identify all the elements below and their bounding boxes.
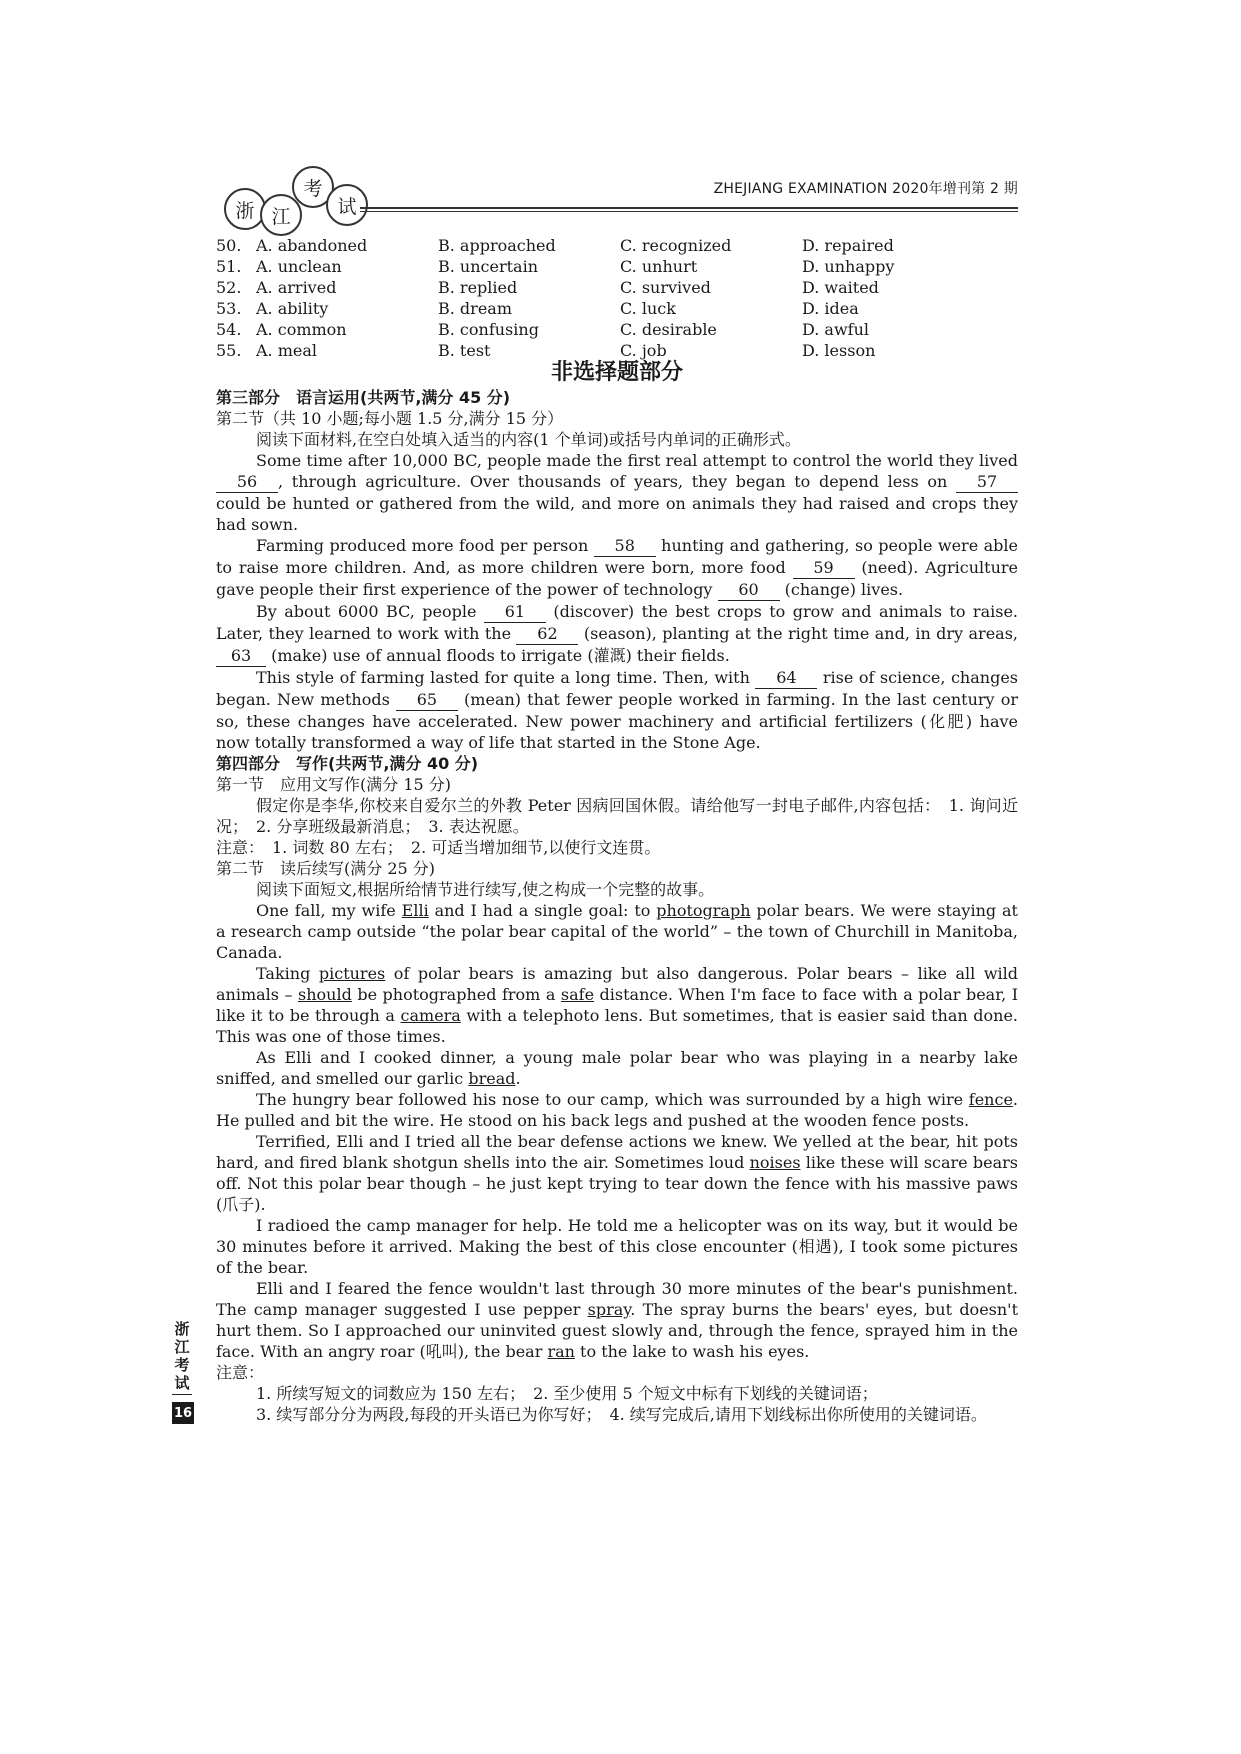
option-row bbox=[216, 340, 1018, 361]
keyword: spray bbox=[587, 1300, 631, 1319]
text-run: . The spray burns the bears' eyes, but doesn't hurt them. So I approached our uninvited guest slowly and, through the fence, sprayed him in the face. With an angry roar (吼叫), the bear bbox=[216, 1300, 1019, 1361]
text-run: distance. When I'm face to face with a polar bear, I like it to be through a bbox=[216, 985, 1019, 1025]
text-run: and I had a single goal: to bbox=[428, 901, 657, 920]
question-number: 50. bbox=[216, 236, 242, 255]
section2-instruction: 阅读下面短文,根据所给情节进行续写,使之构成一个完整的故事。 bbox=[256, 880, 715, 899]
text-run: rise of science, changes began. New methods bbox=[216, 668, 1018, 709]
option-c: C. recognized bbox=[620, 236, 732, 255]
keyword: camera bbox=[400, 1006, 461, 1025]
cloze-paragraph-3 bbox=[216, 601, 1018, 667]
side-journal-label: 浙江考试 bbox=[174, 1320, 190, 1392]
part4-heading: 第四部分 写作(共两节,满分 40 分) bbox=[216, 754, 479, 773]
blank-56: 56 bbox=[216, 471, 278, 493]
options-list bbox=[216, 235, 1018, 361]
option-c: C. job bbox=[620, 341, 667, 360]
keyword: should bbox=[298, 985, 352, 1004]
part4-section1-heading: 第一节 应用文写作(满分 15 分) bbox=[216, 775, 452, 794]
text-run: Farming produced more food per person bbox=[256, 536, 594, 555]
blank-61: 61 bbox=[484, 601, 546, 623]
text-run: Some time after 10,000 BC, people made the first real attempt to control the world they lived bbox=[256, 451, 1018, 470]
logo-char-4: 试 bbox=[326, 184, 368, 226]
page-header bbox=[0, 0, 1241, 230]
text-run: (mean) that fewer people worked in farming. In the last century or so, these changes have accelerated. New power machinery and artificial fertilizers (化肥) have now totally transformed a way of life that started in the Stone Age. bbox=[216, 690, 1018, 752]
blank-63: 63 bbox=[216, 645, 266, 667]
side-rule bbox=[172, 1394, 192, 1395]
logo-char-3: 考 bbox=[292, 166, 334, 208]
question-number: 53. bbox=[216, 299, 242, 318]
text-run: . bbox=[515, 1069, 521, 1088]
option-b: B. approached bbox=[438, 236, 556, 255]
option-b: B. replied bbox=[438, 278, 518, 297]
cloze-paragraph-4 bbox=[216, 667, 1018, 753]
keyword: bread bbox=[468, 1069, 516, 1088]
blank-65: 65 bbox=[396, 689, 458, 711]
option-row bbox=[216, 319, 1018, 340]
story-paragraph-3 bbox=[216, 1047, 1018, 1089]
option-d: D. waited bbox=[802, 278, 879, 297]
option-b: B. dream bbox=[438, 299, 512, 318]
option-b: B. confusing bbox=[438, 320, 539, 339]
cloze-paragraph-2 bbox=[216, 535, 1018, 601]
text-run: Taking bbox=[256, 964, 319, 983]
text-run: Elli and I feared the fence wouldn't last through 30 more minutes of the bear's punishment. The camp manager suggested I use pepper bbox=[216, 1279, 1018, 1319]
option-row bbox=[216, 235, 1018, 256]
option-d: D. idea bbox=[802, 299, 859, 318]
keyword: noises bbox=[749, 1153, 801, 1172]
option-row bbox=[216, 298, 1018, 319]
option-a: A. unclean bbox=[256, 257, 342, 276]
part3-heading: 第三部分 语言运用(共两节,满分 45 分) bbox=[216, 388, 511, 407]
question-number: 55. bbox=[216, 341, 242, 360]
story-paragraph-7 bbox=[216, 1278, 1018, 1362]
keyword: safe bbox=[560, 985, 595, 1004]
logo-char-1: 浙 bbox=[224, 188, 266, 230]
story-paragraph-2 bbox=[216, 963, 1018, 1047]
text-run: As Elli and I cooked dinner, a young male polar bear who was playing in a nearby lake sniffed, and smelled our garlic bbox=[216, 1048, 1018, 1088]
text-run: (change) lives. bbox=[779, 580, 904, 599]
keyword: photograph bbox=[656, 901, 751, 920]
keyword: Elli bbox=[401, 901, 429, 920]
text-run: with a telephoto lens. But sometimes, that is easier said than done. This was one of those times. bbox=[216, 1006, 1018, 1046]
blank-59: 59 bbox=[793, 557, 855, 579]
text-run: polar bears. We were staying at a research camp outside “the polar bear capital of the world” – the town of Churchill in Manitoba, Canada. bbox=[216, 901, 1018, 962]
question-number: 51. bbox=[216, 257, 242, 276]
option-a: A. arrived bbox=[256, 278, 337, 297]
text-run: The hungry bear followed his nose to our camp, which was surrounded by a high wire bbox=[256, 1090, 969, 1109]
option-d: D. awful bbox=[802, 320, 870, 339]
option-a: A. meal bbox=[256, 341, 318, 360]
notes-label: 注意： bbox=[216, 1363, 265, 1382]
text-run: Terrified, Elli and I tried all the bear defense actions we knew. We yelled at the bear, hit pots hard, and fired blank shotgun shells into the air. Sometimes loud bbox=[216, 1132, 1018, 1172]
text-run: (make) use of annual floods to irrigate (灌溉) their fields. bbox=[266, 646, 730, 665]
option-c: C. unhurt bbox=[620, 257, 698, 276]
option-d: D. lesson bbox=[802, 341, 876, 360]
option-d: D. unhappy bbox=[802, 257, 895, 276]
logo-char-2: 江 bbox=[260, 194, 302, 236]
option-c: C. desirable bbox=[620, 320, 717, 339]
story-paragraph-1 bbox=[216, 900, 1018, 963]
option-d: D. repaired bbox=[802, 236, 894, 255]
note-line-1: 1. 所续写短文的词数应为 150 左右； 2. 至少使用 5 个短文中标有下划线的关键词语； bbox=[256, 1384, 878, 1403]
section1-task: 假定你是李华,你校来自爱尔兰的外教 Peter 因病回国休假。请给他写一封电子邮件,内容包括： 1. 询问近况； 2. 分享班级最新消息； 3. 表达祝愿。 bbox=[216, 796, 1018, 836]
text-run: of polar bears is amazing but also dangerous. Polar bears – like all wild animals – bbox=[216, 964, 1018, 1004]
cloze-paragraph-1 bbox=[216, 450, 1018, 535]
option-row bbox=[216, 277, 1018, 298]
question-number: 52. bbox=[216, 278, 242, 297]
option-b: B. uncertain bbox=[438, 257, 539, 276]
page-content bbox=[216, 235, 1018, 1425]
keyword: ran bbox=[547, 1342, 575, 1361]
text-run: be photographed from a bbox=[351, 985, 561, 1004]
note-line-2: 3. 续写部分分为两段,每段的开头语已为你写好； 4. 续写完成后,请用下划线标出你所使用的关键词语。 bbox=[256, 1405, 987, 1424]
blank-58: 58 bbox=[594, 535, 656, 557]
option-b: B. test bbox=[438, 341, 491, 360]
blank-62: 62 bbox=[516, 623, 578, 645]
page-number: 16 bbox=[172, 1402, 194, 1424]
option-a: A. common bbox=[256, 320, 347, 339]
text-run: could be hunted or gathered from the wild, and more on animals they had raised and crops they had sown. bbox=[216, 494, 1018, 534]
option-a: A. abandoned bbox=[256, 236, 368, 255]
blank-57: 57 bbox=[956, 471, 1018, 493]
blank-64: 64 bbox=[755, 667, 817, 689]
header-rule-thin bbox=[360, 211, 1018, 212]
story-paragraph-6: I radioed the camp manager for help. He told me a helicopter was on its way, but it would be 30 minutes before it arrived. Making the best of this close encounter (相遇), I took some pictures of the bear. bbox=[216, 1216, 1018, 1277]
question-number: 54. bbox=[216, 320, 242, 339]
option-c: C. luck bbox=[620, 299, 676, 318]
text-run: like these will scare bears off. Not this polar bear though – he just kept trying to tear down the fence with his massive paws (爪子). bbox=[216, 1153, 1018, 1214]
keyword: fence bbox=[968, 1090, 1013, 1109]
text-run: . He pulled and bit the wire. He stood on his back legs and pushed at the wooden fence posts. bbox=[216, 1090, 1018, 1130]
text-run: to the lake to wash his eyes. bbox=[574, 1342, 810, 1361]
text-run: (season), planting at the right time and, in dry areas, bbox=[578, 624, 1019, 643]
option-row bbox=[216, 256, 1018, 277]
text-run: (need). Agriculture gave people their first experience of the power of technology bbox=[216, 558, 1018, 599]
section1-note: 注意： 1. 词数 80 左右； 2. 可适当增加细节,以使行文连贯。 bbox=[216, 838, 661, 857]
part3-instruction: 阅读下面材料,在空白处填入适当的内容(1 个单词)或括号内单词的正确形式。 bbox=[256, 430, 801, 449]
text-run: hunting and gathering, so people were able to raise more children. And, as more children were born, more food bbox=[216, 536, 1018, 577]
header-rule bbox=[360, 207, 1018, 209]
text-run: (discover) the best crops to grow and animals to raise. Later, they learned to work with the bbox=[216, 602, 1019, 643]
text-run: This style of farming lasted for quite a long time. Then, with bbox=[256, 668, 756, 687]
story-paragraph-4 bbox=[216, 1089, 1018, 1131]
running-head: ZHEJIANG EXAMINATION 2020年增刊第 2 期 bbox=[713, 181, 1018, 197]
keyword: pictures bbox=[318, 964, 386, 983]
nonchoice-section-title: 非选择题部分 bbox=[550, 360, 683, 385]
part3-subheading: 第二节（共 10 小题;每小题 1.5 分,满分 15 分） bbox=[216, 409, 564, 428]
blank-60: 60 bbox=[718, 579, 780, 601]
text-run: , through agriculture. Over thousands of years, they began to depend less on bbox=[278, 472, 956, 491]
part4-section2-heading: 第二节 读后续写(满分 25 分) bbox=[216, 859, 436, 878]
option-c: C. survived bbox=[620, 278, 711, 297]
option-a: A. ability bbox=[256, 299, 329, 318]
text-run: One fall, my wife bbox=[256, 901, 402, 920]
text-run: By about 6000 BC, people bbox=[256, 602, 484, 621]
story-paragraph-5 bbox=[216, 1131, 1018, 1215]
